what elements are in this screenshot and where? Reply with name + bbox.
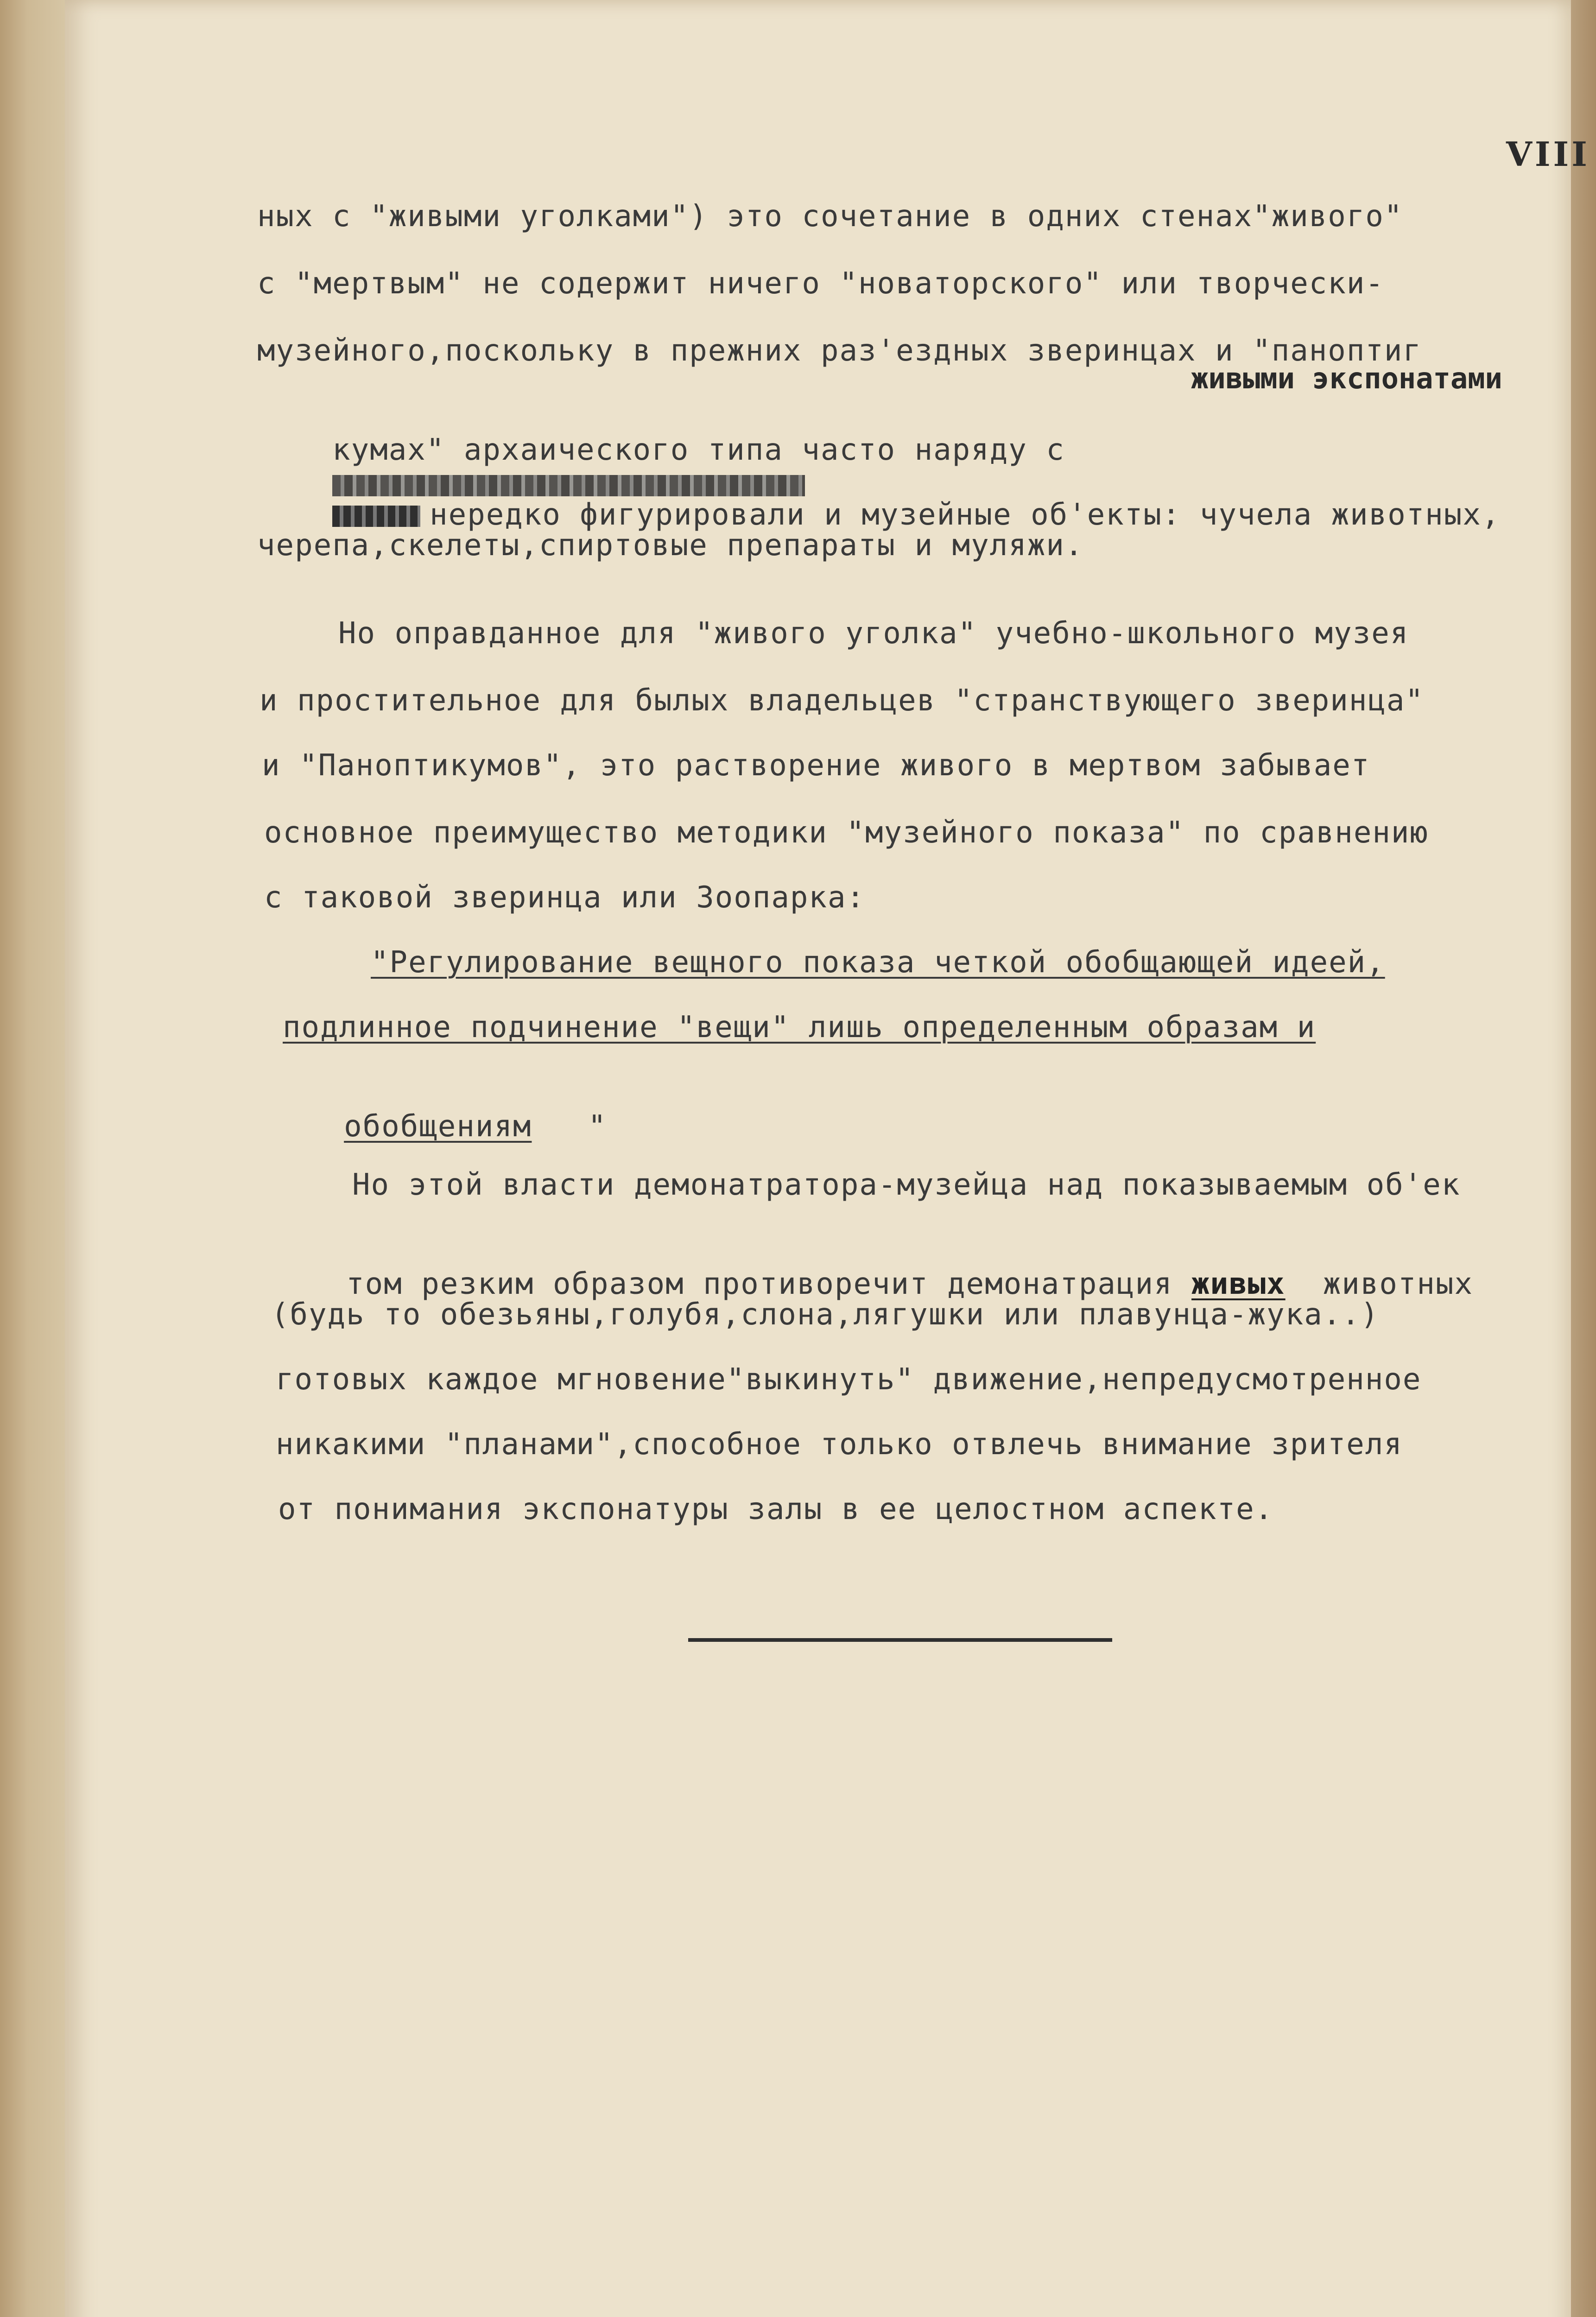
paragraph-start: Но этой власти демонатратора-музейца над показываемым об'ек — [352, 1168, 1461, 1202]
closing-quote: " — [588, 1109, 607, 1144]
handwritten-insertion: живыми экспонатами — [1191, 361, 1502, 395]
text-line: никакими "планами",способное только отвлечь внимание зрителя — [276, 1427, 1403, 1462]
text-line: основное преимущество методики "музейного показа" по сравнению — [264, 816, 1429, 850]
document-page — [65, 0, 1590, 2317]
quote-line: "Регулирование вещного показа четкой обобщающей идеей, — [371, 945, 1385, 980]
quote-line — [269, 1075, 607, 1178]
emphasized-word: живых — [1191, 1267, 1286, 1301]
text-line: музейного,поскольку в прежних раз'ездных зверинцах и "паноптиг — [257, 334, 1422, 368]
text-line: и простительное для былых владельцев "странствующего зверинца" — [260, 684, 1424, 718]
text-line: с таковой зверинца или Зоопарка: — [264, 880, 865, 915]
quote-line: подлинное подчинение "вещи" лишь определенным образам и — [283, 1010, 1316, 1045]
quote-end: обобщениям — [344, 1109, 532, 1144]
text-line: черепа,скелеты,спиртовые препараты и муляжи. — [257, 528, 1084, 563]
text-line: (будь то обезьяны,голубя,слона,лягушки или плавунца-жука..) — [271, 1298, 1380, 1332]
struck-out-text — [332, 506, 420, 527]
text-line: ных с "живыми уголками") это сочетание в одних стенах"живого" — [257, 199, 1403, 234]
text-fragment: том резким образом противоречит демонатрация — [346, 1267, 1173, 1301]
text-fragment: нередко фигурировали и музейные об'екты: чучела животных, — [430, 498, 1501, 532]
text-line: и "Паноптикумов", это растворение живого в мертвом забывает — [262, 748, 1370, 783]
section-divider — [688, 1638, 1112, 1642]
paragraph-start: Но оправданное для "живого уголка" учебно-школьного музея — [338, 616, 1409, 651]
text-fragment: животных — [1323, 1267, 1473, 1301]
text-fragment: кумах" архаического типа часто наряду с — [332, 433, 1065, 467]
text-line: с "мертвым" не содержит ничего "новаторского" или творчески- — [257, 266, 1384, 301]
text-line: готовых каждое мгновение"выкинуть" движение,непредусмотренное — [276, 1362, 1422, 1397]
page-number: VIII — [1506, 134, 1590, 174]
text-line: от понимания экспонатуры залы в ее целостном аспекте. — [278, 1492, 1274, 1526]
